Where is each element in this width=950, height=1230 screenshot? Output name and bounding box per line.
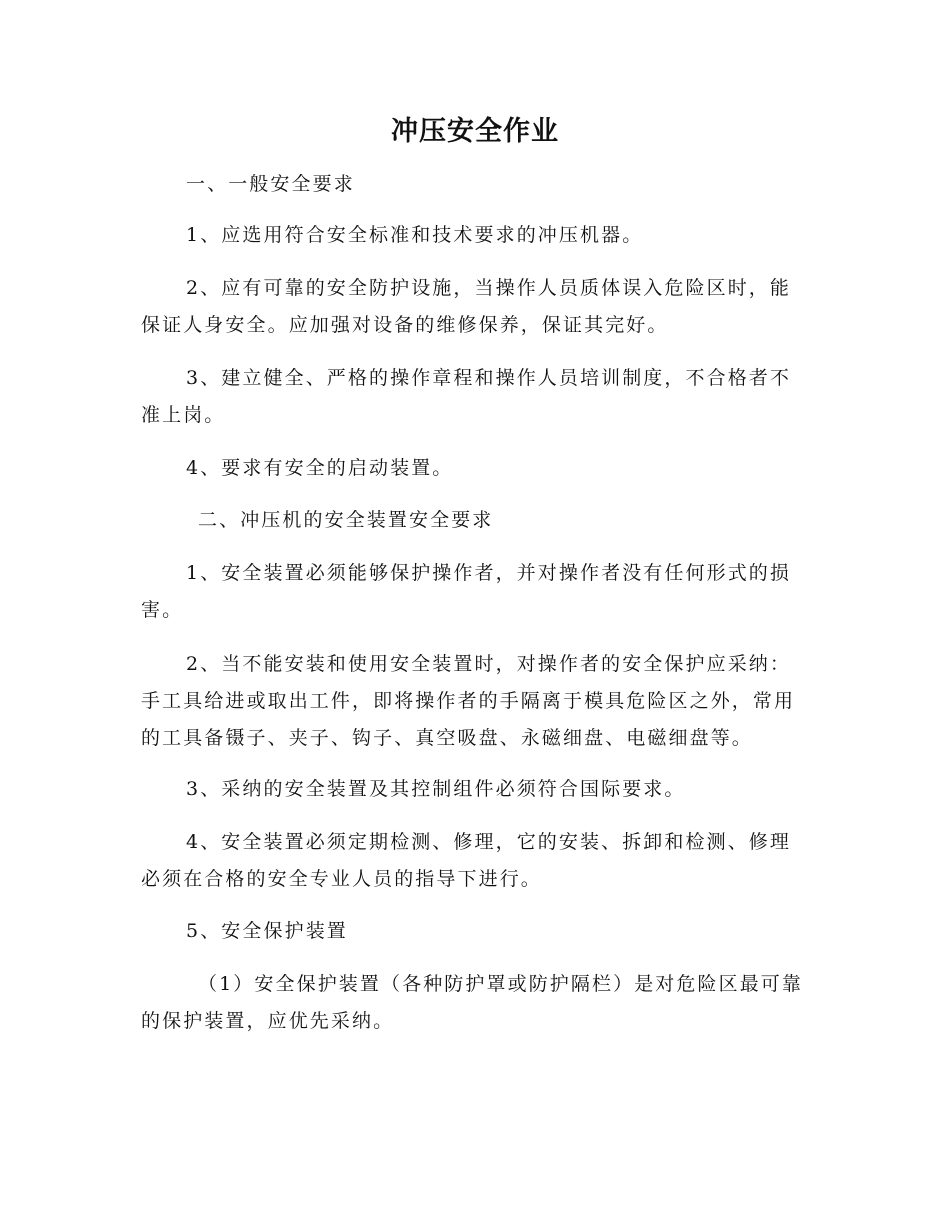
paragraph: 4、安全装置必须定期检测、修理，它的安装、拆卸和检测、修理必须在合格的安全专业人员的指导下进行。 bbox=[141, 831, 791, 890]
paragraph: 4、要求有安全的启动装置。 bbox=[186, 457, 454, 479]
paragraph: 3、建立健全、严格的操作章程和操作人员培训制度，不合格者不准上岗。 bbox=[141, 367, 791, 426]
paragraph: 1、应选用符合安全标准和技术要求的冲压机器。 bbox=[186, 224, 644, 246]
paragraph: 2、应有可靠的安全防护设施，当操作人员质体误入危险区时，能保证人身安全。应加强对设备的维修保养，保证其完好。 bbox=[141, 277, 791, 336]
paragraph: 3、采纳的安全装置及其控制组件必须符合国际要求。 bbox=[186, 778, 686, 800]
document-title: 冲压安全作业 bbox=[391, 116, 559, 147]
paragraph: 2、当不能安装和使用安全装置时，对操作者的安全保护应采纳：手工具给进或取出工件，即将操作者的手隔离于模具危险区之外，常用的工具备镊子、夹子、钩子、真空吸盘、永磁细盘、电磁细盘等。 bbox=[141, 653, 796, 749]
paragraph: 1、安全装置必须能够保护操作者，并对操作者没有任何形式的损害。 bbox=[141, 562, 791, 621]
paragraph: 5、安全保护装置 bbox=[186, 920, 348, 942]
section-heading-press-safety: 二、冲压机的安全装置安全要求 bbox=[198, 509, 494, 531]
section-heading-general: 一、一般安全要求 bbox=[186, 173, 355, 195]
paragraph: （1）安全保护装置（各种防护罩或防护隔栏）是对危险区最可靠的保护装置，应优先采纳。 bbox=[141, 973, 803, 1032]
